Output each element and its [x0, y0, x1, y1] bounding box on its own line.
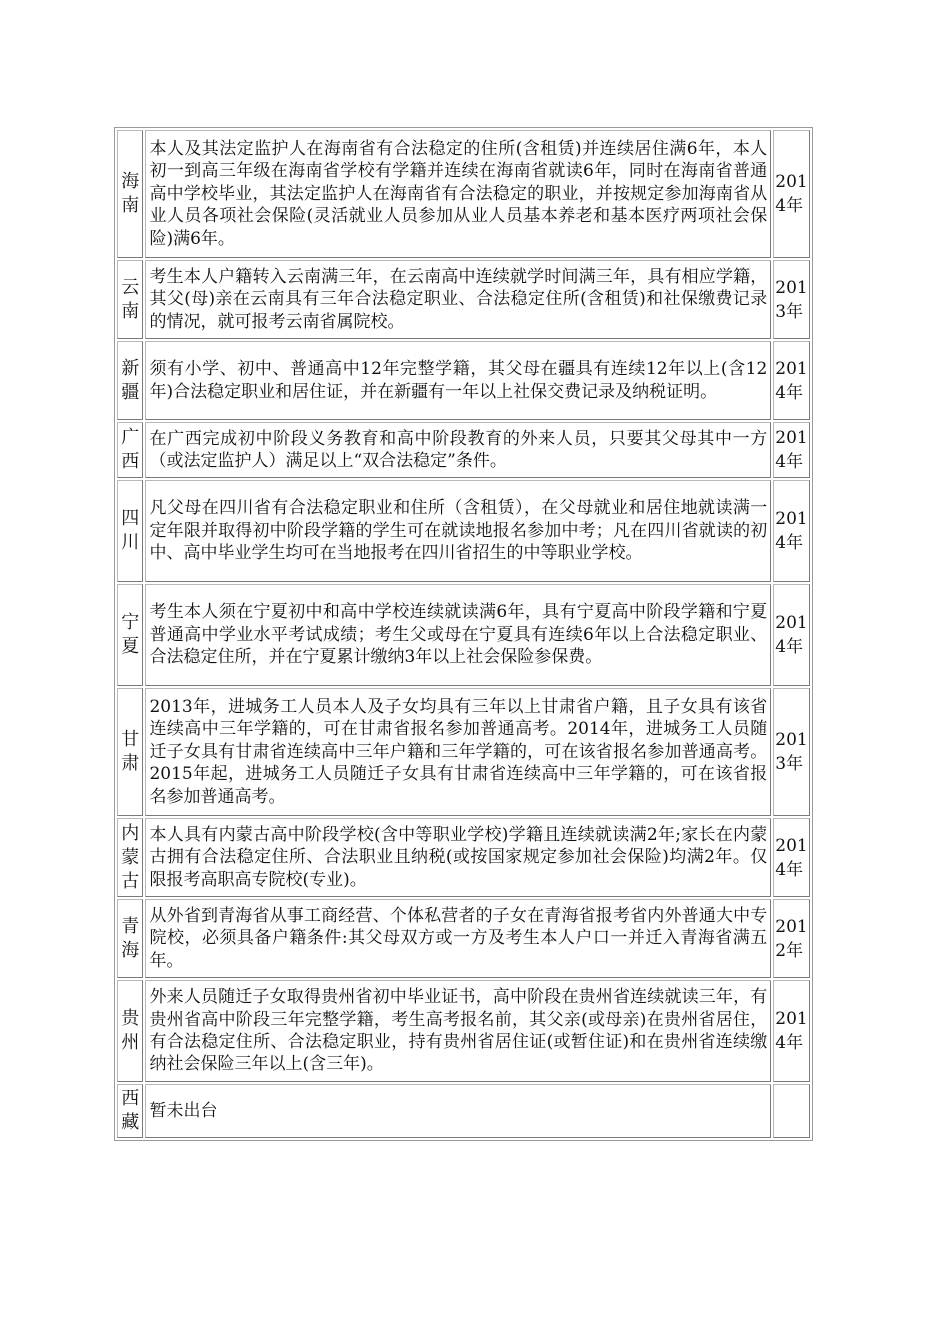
province-cell: 宁夏: [117, 584, 143, 686]
year-cell: 2012年: [773, 899, 810, 978]
year-cell: 2014年: [773, 480, 810, 582]
policy-cell: 外来人员随迁子女取得贵州省初中毕业证书，高中阶段在贵州省连续就读三年，有贵州省高中阶段三年完整学籍，考生高考报名前，其父亲(或母亲)在贵州省居住，有合法稳定住所、合法稳定职业，持有贵州省居住证(或暂住证)和在贵州省连续缴纳社会保险三年以上(含三年)。: [145, 980, 771, 1082]
year-cell: 2014年: [773, 130, 810, 258]
province-cell: 四川: [117, 480, 143, 582]
policy-cell: 从外省到青海省从事工商经营、个体私营者的子女在青海省报考省内外普通大中专院校，必须具备户籍条件:其父母双方或一方及考生本人户口一并迁入青海省满五年。: [145, 899, 771, 978]
province-cell: 新疆: [117, 341, 143, 420]
policy-cell: 在广西完成初中阶段义务教育和高中阶段教育的外来人员，只要其父母其中一方（或法定监护人）满足以上“双合法稳定”条件。: [145, 422, 771, 478]
province-cell: 云南: [117, 260, 143, 339]
table-row: [117, 818, 810, 897]
table-row: [117, 341, 810, 420]
province-cell: 甘肃: [117, 688, 143, 816]
year-cell: 2014年: [773, 818, 810, 897]
table-row: [117, 422, 810, 478]
table-row: [117, 260, 810, 339]
policy-cell: 须有小学、初中、普通高中12年完整学籍，其父母在疆具有连续12年以上(含12年)合法稳定职业和居住证，并在新疆有一年以上社保交费记录及纳税证明。: [145, 341, 771, 420]
year-cell: 2013年: [773, 260, 810, 339]
year-cell: 2013年: [773, 688, 810, 816]
table-row: [117, 899, 810, 978]
year-cell: [773, 1084, 810, 1138]
year-cell: 2014年: [773, 980, 810, 1082]
table-row: [117, 480, 810, 582]
policy-cell: 本人具有内蒙古高中阶段学校(含中等职业学校)学籍且连续就读满2年;家长在内蒙古拥有合法稳定住所、合法职业且纳税(或按国家规定参加社会保险)均满2年。仅限报考高职高专院校(专业)。: [145, 818, 771, 897]
policy-cell: 凡父母在四川省有合法稳定职业和住所（含租赁），在父母就业和居住地就读满一定年限并取得初中阶段学籍的学生可在就读地报名参加中考；凡在四川省就读的初中、高中毕业学生均可在当地报考在四川省招生的中等职业学校。: [145, 480, 771, 582]
policy-cell: 2013年，进城务工人员本人及子女均具有三年以上甘肃省户籍，且子女具有该省连续高中三年学籍的，可在甘肃省报名参加普通高考。2014年，进城务工人员随迁子女具有甘肃省连续高中三年户籍和三年学籍的，可在该省报名参加普通高考。2015年起，进城务工人员随迁子女具有甘肃省连续高中三年学籍的，可在该省报名参加普通高考。: [145, 688, 771, 816]
table-row: [117, 130, 810, 258]
province-cell: 贵州: [117, 980, 143, 1082]
year-cell: 2014年: [773, 584, 810, 686]
province-cell: 西藏: [117, 1084, 143, 1138]
policy-table: [114, 127, 813, 1141]
policy-cell: 本人及其法定监护人在海南省有合法稳定的住所(含租赁)并连续居住满6年，本人初一到高三年级在海南省学校有学籍并连续在海南省就读6年，同时在海南省普通高中学校毕业，其法定监护人在海南省有合法稳定的职业，并按规定参加海南省从业人员各项社会保险(灵活就业人员参加从业人员基本养老和基本医疗两项社会保险)满6年。: [145, 130, 771, 258]
province-cell: 广西: [117, 422, 143, 478]
policy-cell: 考生本人户籍转入云南满三年，在云南高中连续就学时间满三年，具有相应学籍，其父(母)亲在云南具有三年合法稳定职业、合法稳定住所(含租赁)和社保缴费记录的情况，就可报考云南省属院校。: [145, 260, 771, 339]
table-row: [117, 688, 810, 816]
province-cell: 海南: [117, 130, 143, 258]
table-row: [117, 1084, 810, 1138]
policy-cell: 考生本人须在宁夏初中和高中学校连续就读满6年，具有宁夏高中阶段学籍和宁夏普通高中学业水平考试成绩；考生父或母在宁夏具有连续6年以上合法稳定职业、合法稳定住所，并在宁夏累计缴纳3年以上社会保险参保费。: [145, 584, 771, 686]
table-row: [117, 584, 810, 686]
province-cell: 内蒙古: [117, 818, 143, 897]
province-cell: 青海: [117, 899, 143, 978]
policy-cell: 暂未出台: [145, 1084, 771, 1138]
table-row: [117, 980, 810, 1082]
year-cell: 2014年: [773, 422, 810, 478]
year-cell: 2014年: [773, 341, 810, 420]
